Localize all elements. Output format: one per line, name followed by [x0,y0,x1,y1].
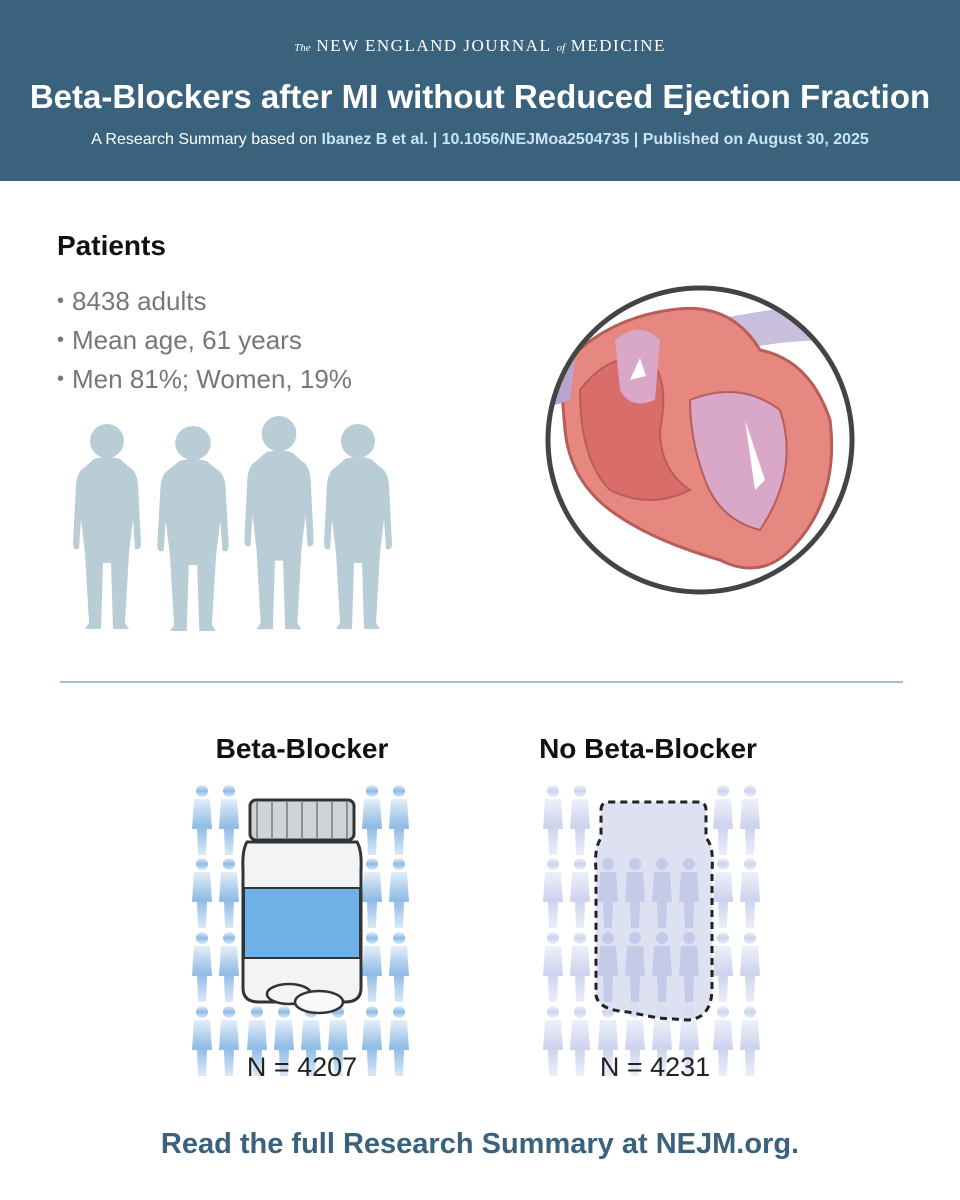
citation-line: A Research Summary based on Ibanez B et al. | 10.1056/NEJMoa2504735 | Published on August 30, 2025 [91,131,869,148]
citation-prefix: A Research Summary based on [91,131,318,148]
header-banner [0,0,960,181]
heart-cross-section-icon [540,280,860,600]
footer-link[interactable]: Read the full Research Summary at NEJM.org. [160,1128,800,1160]
group-n-no-beta-blocker: N = 4231 [599,1052,711,1082]
journal-prefix: The [294,42,311,54]
journal-of: of [556,42,566,54]
journal-part1: NEW ENGLAND JOURNAL [316,36,551,55]
group-title-no-beta-blocker: No Beta-Blocker [539,733,757,764]
citation-authors[interactable]: Ibanez B et al. [321,131,429,148]
beta-blocker-people-grid-icon [187,780,417,1080]
patient-silhouettes-icon [70,415,410,635]
summary-title: Beta-Blockers after MI without Reduced Ejection Fraction [29,78,931,115]
patient-stat-count: • 8438 adults [57,282,352,321]
citation-published: Published on August 30, 2025 [642,131,869,148]
patient-stat-sex: • Men 81%; Women, 19% [57,360,352,399]
journal-name [0,36,960,56]
group-n-beta-blocker: N = 4207 [246,1052,358,1082]
group-title-beta-blocker: Beta-Blocker [215,733,389,764]
patients-list [57,282,352,399]
patients-heading: Patients [57,230,166,261]
section-divider [60,681,903,683]
journal-part2: MEDICINE [570,36,666,55]
no-beta-blocker-people-grid-icon [538,780,768,1080]
patient-stat-age: • Mean age, 61 years [57,321,352,360]
citation-doi[interactable]: 10.1056/NEJMoa2504735 [441,131,630,148]
